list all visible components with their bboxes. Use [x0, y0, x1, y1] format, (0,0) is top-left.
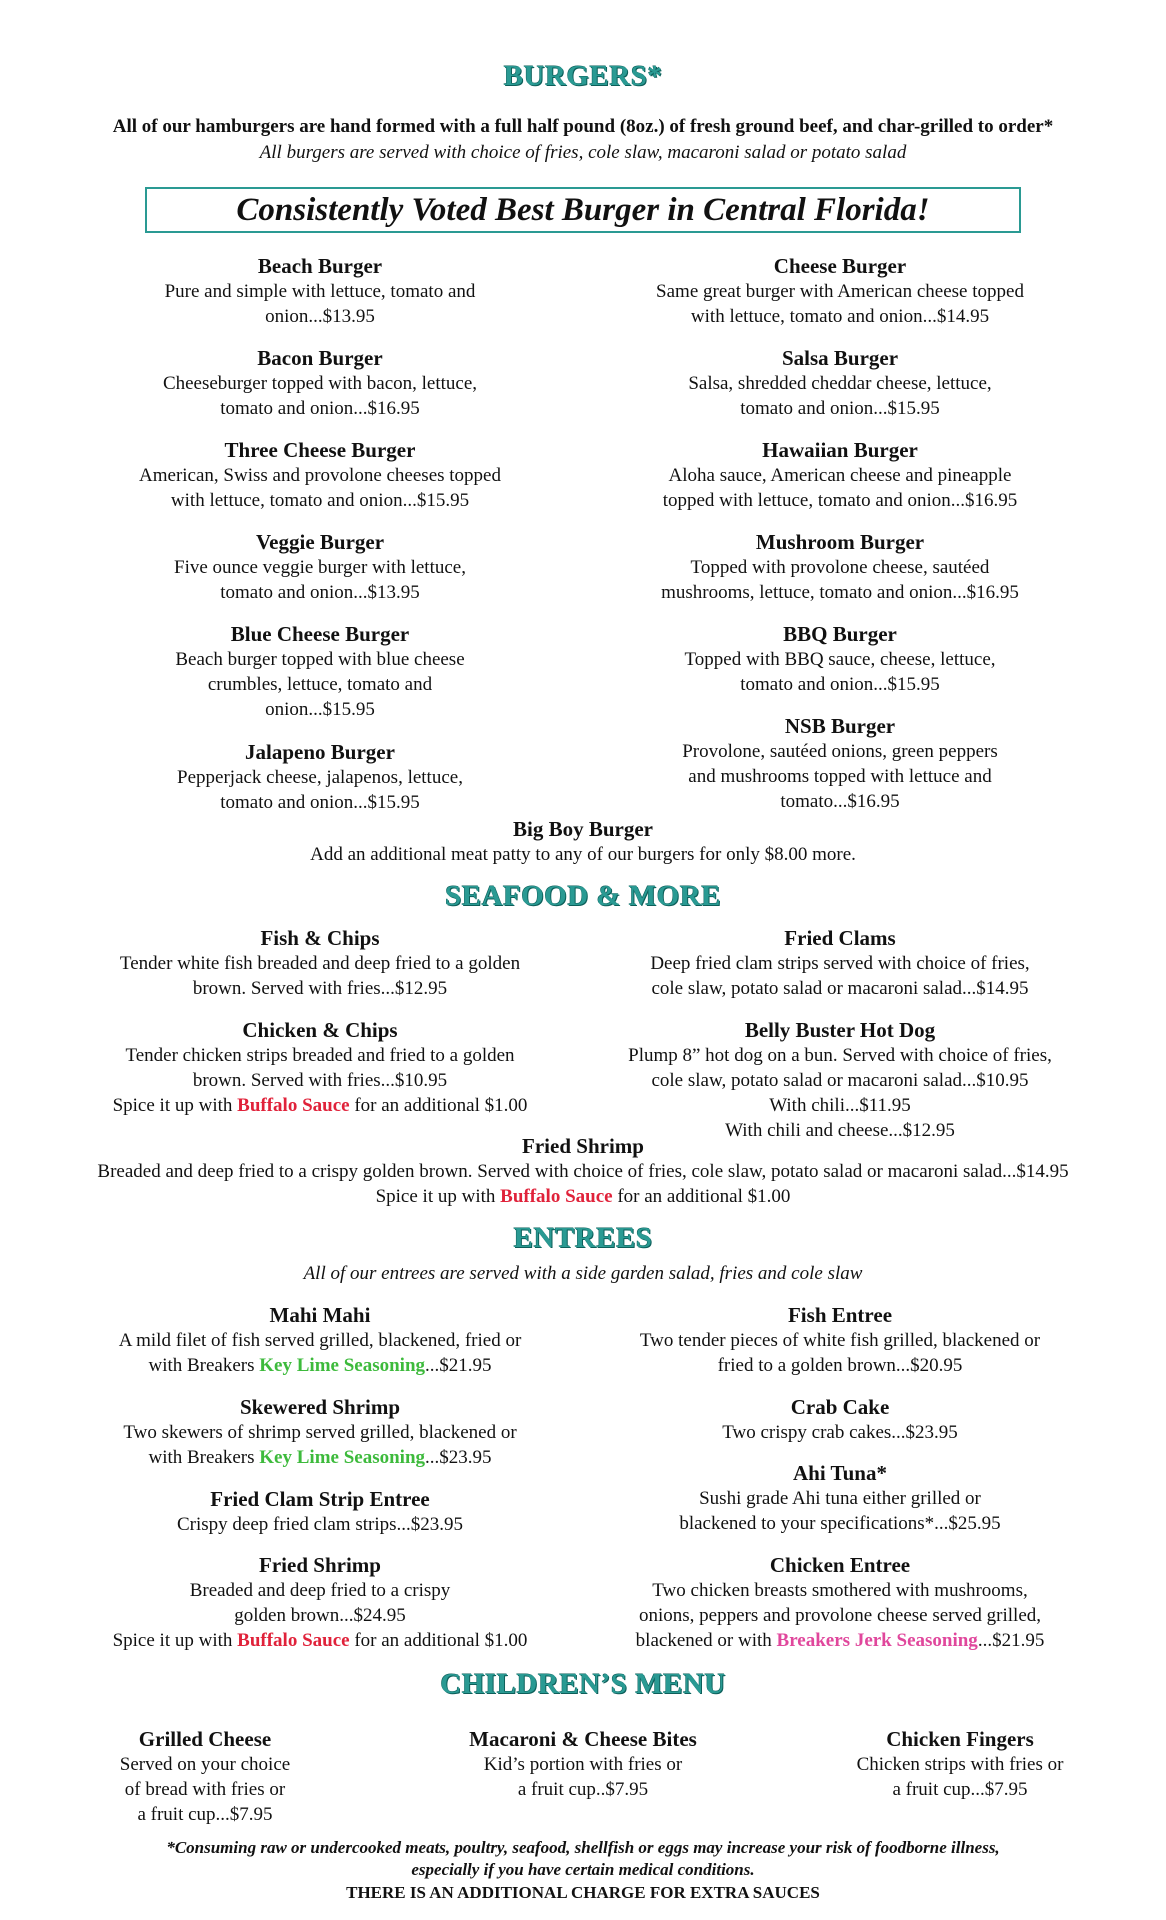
menu-item-crab-cake [610, 1394, 1070, 1445]
item-desc: Two tender pieces of white fish grilled, blackened or [639, 1330, 1041, 1351]
burgers-sides: All burgers are served with choice of fries, cole slaw, macaroni salad or potato salad [259, 142, 907, 163]
item-desc: cole slaw, potato salad or macaroni salad...$10.95 [651, 1070, 1029, 1091]
item-desc: Pepperjack cheese, jalapenos, lettuce, [177, 767, 463, 788]
item-desc: a fruit cup...$7.95 [892, 1779, 1028, 1800]
item-desc: a fruit cup...$7.95 [137, 1804, 273, 1825]
menu-item-mac-cheese-bites [433, 1726, 733, 1802]
item-name: NSB Burger [784, 714, 896, 738]
item-name: Veggie Burger [255, 530, 385, 554]
item-name: Fried Clams [784, 926, 896, 950]
menu-item-salsa-burger [610, 345, 1070, 421]
menu-item-bbq-burger [610, 621, 1070, 697]
item-desc: cole slaw, potato salad or macaroni salad...$14.95 [651, 978, 1029, 999]
buffalo-sauce-label: Buffalo Sauce [237, 1630, 350, 1651]
menu-item-fish-chips [90, 925, 550, 1001]
item-desc: tomato and onion...$15.95 [740, 398, 940, 419]
item-name: Skewered Shrimp [239, 1395, 401, 1419]
desc-text: ...$21.95 [425, 1355, 492, 1376]
menu-item-beach-burger [90, 253, 550, 329]
menu-item-skewered-shrimp [90, 1394, 550, 1470]
spice-text: for an additional $1.00 [612, 1186, 791, 1207]
spice-text: Spice it up with [112, 1095, 238, 1116]
spice-text: for an additional $1.00 [349, 1095, 528, 1116]
item-desc: Served on your choice [119, 1754, 291, 1775]
item-name: Ahi Tuna* [793, 1461, 887, 1485]
item-desc: mushrooms, lettuce, tomato and onion...$16.95 [661, 582, 1019, 603]
menu-item-big-boy-burger [0, 816, 1166, 867]
item-desc: Deep fried clam strips served with choice of fries, [650, 953, 1030, 974]
key-lime-seasoning-label: Key Lime Seasoning [259, 1355, 426, 1376]
item-desc: Same great burger with American cheese topped [656, 281, 1024, 302]
seafood-title: SEAFOOD & MORE [444, 880, 722, 912]
spice-text: for an additional $1.00 [349, 1630, 528, 1651]
item-name: Mushroom Burger [755, 530, 925, 554]
item-desc: Beach burger topped with blue cheese [175, 649, 465, 670]
entrees-title: ENTREES [513, 1222, 653, 1254]
item-desc: tomato and onion...$15.95 [740, 674, 940, 695]
item-desc: Plump 8” hot dog on a bun. Served with choice of fries, [628, 1045, 1052, 1066]
item-desc: Breaded and deep fried to a crispy [189, 1580, 451, 1601]
item-desc: With chili...$11.95 [769, 1095, 911, 1116]
item-desc: A mild filet of fish served grilled, blackened, fried or [118, 1330, 522, 1351]
item-desc-seasoning [90, 1353, 550, 1378]
item-desc: Topped with BBQ sauce, cheese, lettuce, [684, 649, 996, 670]
buffalo-sauce-label: Buffalo Sauce [237, 1095, 350, 1116]
item-name: Cheese Burger [773, 254, 907, 278]
key-lime-seasoning-label: Key Lime Seasoning [259, 1447, 426, 1468]
menu-item-chicken-chips [90, 1017, 550, 1118]
burgers-intro: All of our hamburgers are hand formed with a full half pound (8oz.) of fresh ground beef, and char-grilled to order* [112, 116, 1054, 137]
spice-upgrade [90, 1093, 550, 1118]
item-desc: crumbles, lettuce, tomato and [207, 674, 433, 695]
item-desc: with lettuce, tomato and onion...$15.95 [170, 490, 470, 511]
item-desc: tomato and onion...$15.95 [220, 792, 420, 813]
item-desc: golden brown...$24.95 [234, 1605, 406, 1626]
item-desc: and mushrooms topped with lettuce and [688, 766, 992, 787]
foodborne-warning: *Consuming raw or undercooked meats, poultry, seafood, shellfish or eggs may increase your risk of foodborne illness, [166, 1838, 1000, 1857]
item-name: Salsa Burger [781, 346, 899, 370]
spice-upgrade [90, 1628, 550, 1653]
item-desc: Provolone, sautéed onions, green peppers [682, 741, 998, 762]
menu-item-blue-cheese-burger [90, 621, 550, 722]
item-desc: Chicken strips with fries or [856, 1754, 1064, 1775]
desc-text: with Breakers [148, 1447, 260, 1468]
item-name: Jalapeno Burger [245, 740, 395, 764]
jerk-seasoning-label: Breakers Jerk Seasoning [776, 1630, 978, 1651]
spice-text: Spice it up with [375, 1186, 501, 1207]
item-name: Grilled Cheese [138, 1727, 272, 1751]
spice-text: Spice it up with [112, 1630, 238, 1651]
item-name: Fish Entree [787, 1303, 893, 1327]
item-name: Three Cheese Burger [224, 438, 416, 462]
item-desc: of bread with fries or [124, 1779, 286, 1800]
item-name: Blue Cheese Burger [230, 622, 410, 646]
item-desc: tomato and onion...$16.95 [220, 398, 420, 419]
menu-item-grilled-cheese [55, 1726, 355, 1827]
item-desc: Kid’s portion with fries or [483, 1754, 683, 1775]
item-name: Chicken Entree [769, 1553, 911, 1577]
item-desc: brown. Served with fries...$12.95 [192, 978, 448, 999]
item-desc: Tender chicken strips breaded and fried to a golden [125, 1045, 515, 1066]
item-desc: brown. Served with fries...$10.95 [192, 1070, 448, 1091]
entrees-subtitle: All of our entrees are served with a side garden salad, fries and cole slaw [303, 1263, 863, 1284]
item-desc: Tender white fish breaded and deep fried to a golden [119, 953, 521, 974]
menu-item-mushroom-burger [610, 529, 1070, 605]
item-name: BBQ Burger [783, 622, 897, 646]
childrens-menu-title: CHILDREN’S MENU [440, 1668, 726, 1700]
menu-item-fried-shrimp [0, 1133, 1166, 1209]
item-desc: Five ounce veggie burger with lettuce, [174, 557, 466, 578]
item-desc: tomato and onion...$13.95 [220, 582, 420, 603]
item-name: Chicken Fingers [886, 1727, 1034, 1751]
extra-sauce-notice: THERE IS AN ADDITIONAL CHARGE FOR EXTRA SAUCES [346, 1883, 820, 1902]
item-desc-seasoning [90, 1445, 550, 1470]
item-name: Hawaiian Burger [762, 438, 918, 462]
item-desc: Two skewers of shrimp served grilled, blackened or [123, 1422, 517, 1443]
best-burger-banner: Consistently Voted Best Burger in Central Florida! [145, 187, 1021, 233]
menu-item-three-cheese-burger [90, 437, 550, 513]
menu-item-ahi-tuna [610, 1460, 1070, 1536]
menu-item-mahi-mahi [90, 1302, 550, 1378]
burgers-title: BURGERS* [503, 60, 663, 92]
item-name: Fried Shrimp [259, 1553, 381, 1577]
item-desc: Two chicken breasts smothered with mushrooms, [652, 1580, 1028, 1601]
item-desc: onion...$15.95 [265, 699, 375, 720]
item-desc: With chili and cheese...$12.95 [725, 1120, 955, 1141]
menu-item-fried-clams [610, 925, 1070, 1001]
menu-item-chicken-entree [610, 1552, 1070, 1653]
menu-item-fish-entree [610, 1302, 1070, 1378]
desc-text: blackened or with [635, 1630, 777, 1651]
item-desc: a fruit cup..$7.95 [517, 1779, 649, 1800]
item-desc: Breaded and deep fried to a crispy golden brown. Served with choice of fries, cole slaw, potato salad or macaroni salad...$14.95 [97, 1161, 1069, 1182]
menu-item-jalapeno-burger [90, 739, 550, 815]
item-desc: Sushi grade Ahi tuna either grilled or [699, 1488, 981, 1509]
menu-item-veggie-burger [90, 529, 550, 605]
menu-item-fried-shrimp-entree [90, 1552, 550, 1653]
menu-item-nsb-burger [610, 713, 1070, 814]
item-desc: American, Swiss and provolone cheeses topped [139, 465, 501, 486]
item-desc: onion...$13.95 [265, 306, 375, 327]
item-name: Belly Buster Hot Dog [744, 1018, 936, 1042]
menu-item-bacon-burger [90, 345, 550, 421]
menu-item-cheese-burger [610, 253, 1070, 329]
item-desc: tomato...$16.95 [780, 791, 900, 812]
item-name: Fish & Chips [260, 926, 380, 950]
menu-item-hawaiian-burger [610, 437, 1070, 513]
item-desc-seasoning [610, 1628, 1070, 1653]
item-desc: Aloha sauce, American cheese and pineapple [668, 465, 1012, 486]
item-desc: with lettuce, tomato and onion...$14.95 [690, 306, 990, 327]
item-desc: Add an additional meat patty to any of our burgers for only $8.00 more. [310, 844, 856, 865]
buffalo-sauce-label: Buffalo Sauce [500, 1186, 613, 1207]
menu-item-fried-clam-strip-entree [90, 1486, 550, 1537]
desc-text: ...$21.95 [977, 1630, 1045, 1651]
desc-text: ...$23.95 [425, 1447, 492, 1468]
item-name: Big Boy Burger [513, 817, 653, 841]
item-name: Fried Shrimp [522, 1134, 644, 1158]
item-name: Fried Clam Strip Entree [210, 1487, 430, 1511]
item-name: Macaroni & Cheese Bites [469, 1727, 697, 1751]
item-name: Beach Burger [257, 254, 383, 278]
item-name: Crab Cake [790, 1395, 890, 1419]
foodborne-warning-cont: especially if you have certain medical conditions. [411, 1860, 755, 1879]
item-desc: Salsa, shredded cheddar cheese, lettuce, [688, 373, 992, 394]
item-desc: Two crispy crab cakes...$23.95 [722, 1422, 958, 1443]
item-desc: Pure and simple with lettuce, tomato and [164, 281, 476, 302]
item-desc: blackened to your specifications*...$25.95 [679, 1513, 1001, 1534]
item-desc: Topped with provolone cheese, sautéed [690, 557, 990, 578]
spice-upgrade [0, 1184, 1166, 1209]
item-desc: topped with lettuce, tomato and onion...$16.95 [662, 490, 1018, 511]
item-desc: onions, peppers and provolone cheese served grilled, [638, 1605, 1042, 1626]
menu-item-belly-buster-hot-dog [610, 1017, 1070, 1143]
item-name: Mahi Mahi [269, 1303, 371, 1327]
menu-item-chicken-fingers [810, 1726, 1110, 1802]
item-name: Chicken & Chips [242, 1018, 398, 1042]
item-desc: Cheeseburger topped with bacon, lettuce, [162, 373, 478, 394]
item-desc: Crispy deep fried clam strips...$23.95 [176, 1514, 463, 1535]
item-name: Bacon Burger [257, 346, 383, 370]
item-desc: fried to a golden brown...$20.95 [717, 1355, 963, 1376]
desc-text: with Breakers [148, 1355, 260, 1376]
